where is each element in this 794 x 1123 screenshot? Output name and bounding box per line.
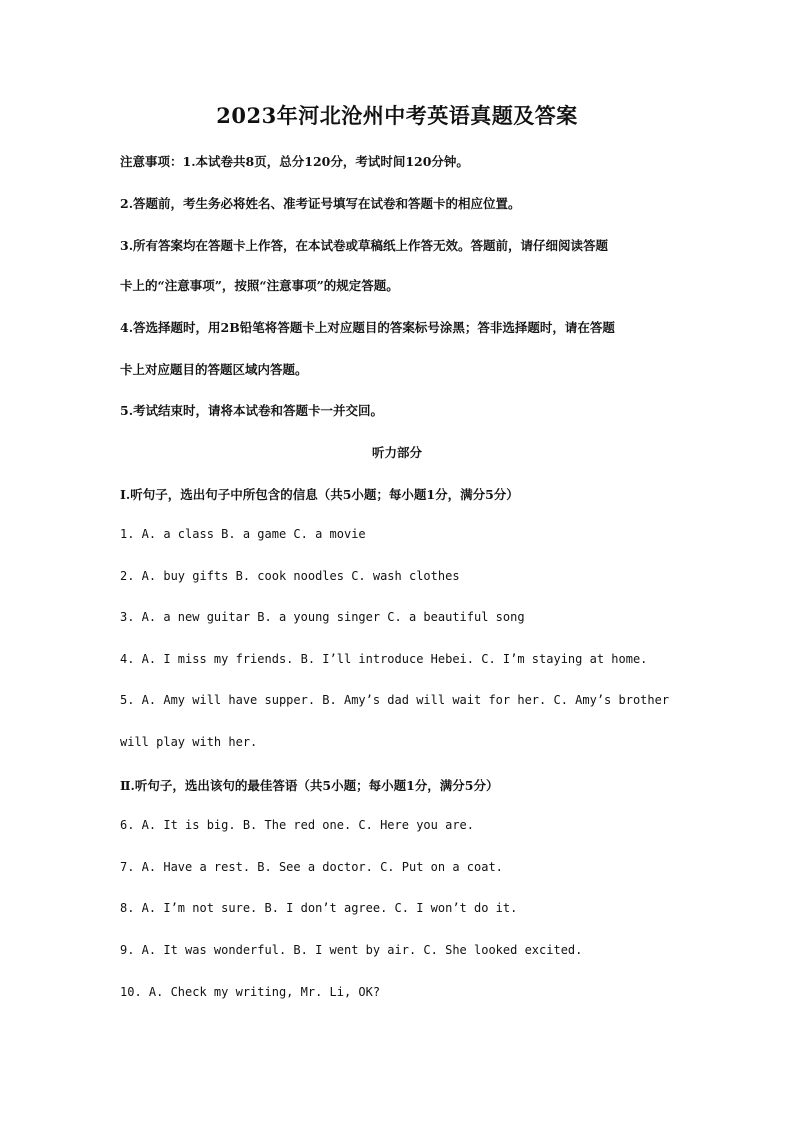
notice-line-6: 卡上对应题目的答题区域内答题。: [120, 362, 308, 377]
notice-line-5: 4.答选择题时，用2B铅笔将答题卡上对应题目的答案标号涂黑；答非选择题时，请在答题: [120, 320, 615, 335]
question-8: 8. A. I’m not sure. B. I don’t agree. C. I won’t do it.: [120, 901, 518, 915]
section-title: 听力部分: [371, 445, 422, 460]
question-3: 3. A. a new guitar B. a young singer C. a beautiful song: [120, 610, 525, 624]
question-2: 2. A. buy gifts B. cook noodles C. wash clothes: [120, 569, 460, 583]
question-10: 10. A. Check my writing, Mr. Li, OK?: [120, 985, 381, 999]
question-7: 7. A. Have a rest. B. See a doctor. C. Put on a coat.: [120, 860, 503, 874]
question-5: 5. A. Amy will have supper. B. Amy’s dad will wait for her. C. Amy’s brother: [120, 693, 670, 707]
question-6: 6. A. It is big. B. The red one. C. Here you are.: [120, 818, 475, 832]
part2-heading: Ⅱ.听句子，选出该句的最佳答语（共5小题；每小题1分，满分5分）: [120, 778, 499, 793]
notice-line-2: 2.答题前，考生务必将姓名、准考证号填写在试卷和答题卡的相应位置。: [120, 196, 521, 211]
notice-line-4: 卡上的“注意事项”，按照“注意事项”的规定答题。: [120, 278, 399, 293]
notice-line-3: 3.所有答案均在答题卡上作答，在本试卷或草稿纸上作答无效。答题前，请仔细阅读答题: [120, 238, 609, 253]
question-9: 9. A. It was wonderful. B. I went by air. C. She looked excited.: [120, 943, 583, 957]
page-title: 2023年河北沧州中考英语真题及答案: [216, 103, 578, 128]
notice-line-7: 5.考试结束时，请将本试卷和答题卡一并交回。: [120, 403, 384, 418]
question-4: 4. A. I miss my friends. B. I’ll introduce Hebei. C. I’m staying at home.: [120, 652, 648, 666]
question-1: 1. A. a class B. a game C. a movie: [120, 527, 366, 541]
notice-line-1: 注意事项：1.本试卷共8页，总分120分，考试时间120分钟。: [120, 154, 469, 169]
part1-heading: Ⅰ.听句子，选出句子中所包含的信息（共5小题；每小题1分，满分5分）: [120, 487, 519, 502]
question-5-continued: will play with her.: [120, 735, 258, 749]
